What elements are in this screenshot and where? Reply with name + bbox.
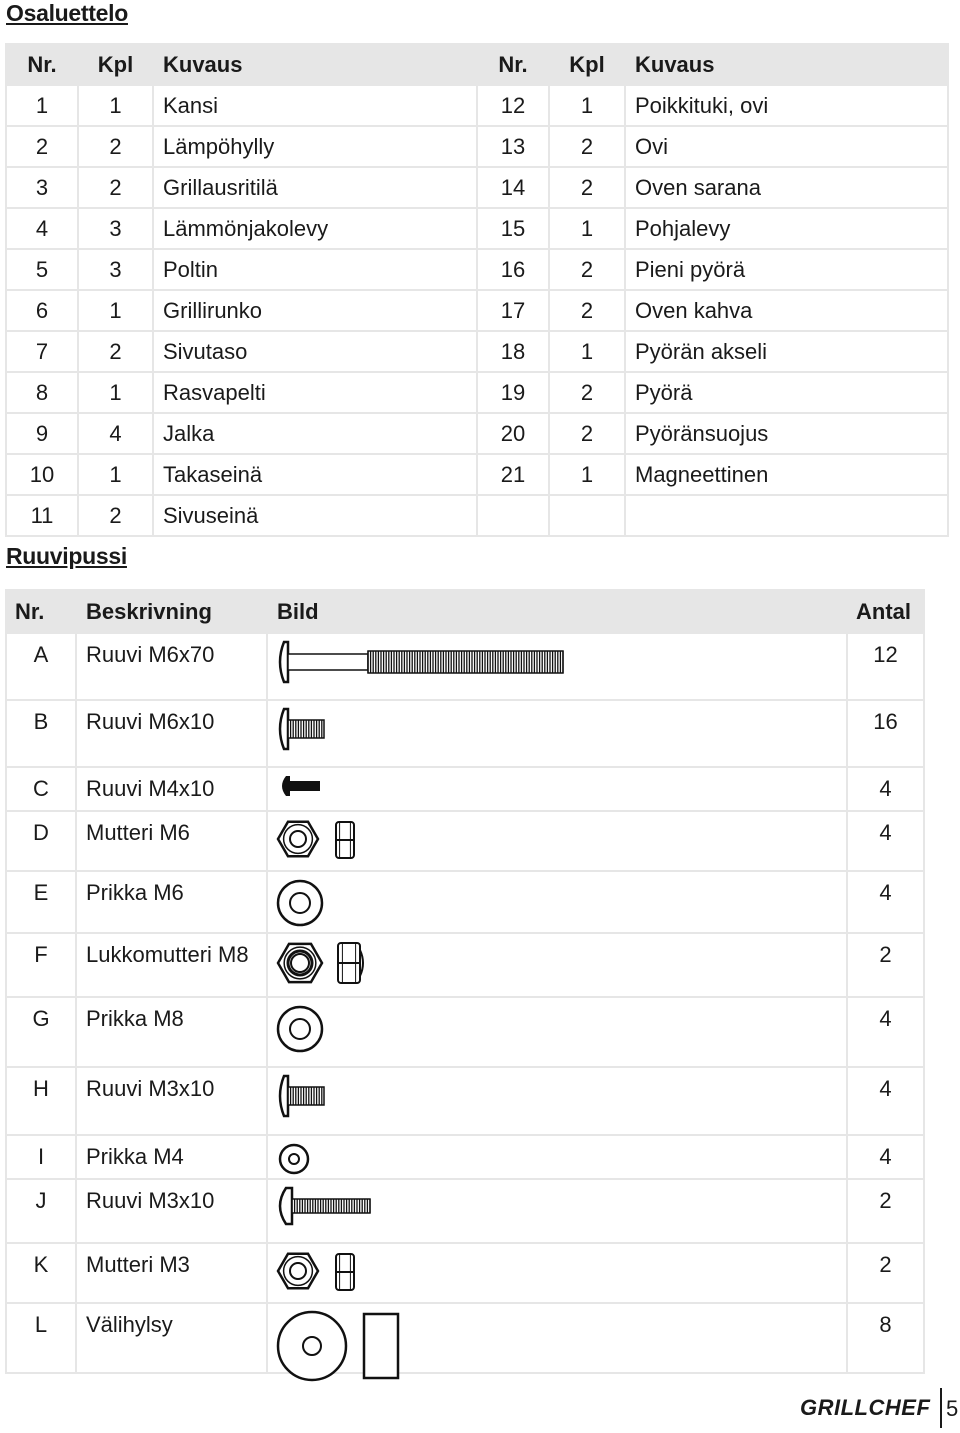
part-qty: 1: [78, 454, 153, 495]
part-qty: [549, 495, 625, 536]
part-desc: Ovi: [625, 126, 948, 167]
part-desc: Oven kahva: [625, 290, 948, 331]
hardware-desc: Ruuvi M4x10: [76, 767, 267, 811]
part-desc: Lämmönjakolevy: [153, 208, 477, 249]
hardware-qty: 4: [847, 811, 924, 871]
part-desc: Rasvapelti: [153, 372, 477, 413]
hardware-desc: Mutteri M6: [76, 811, 267, 871]
part-qty: 2: [78, 126, 153, 167]
part-desc: Pyöränsuojus: [625, 413, 948, 454]
part-qty: 2: [78, 331, 153, 372]
hardware-desc: Ruuvi M6x10: [76, 700, 267, 767]
header-bild: Bild: [267, 590, 847, 633]
header-beskrivning: Beskrivning: [76, 590, 267, 633]
part-qty: 3: [78, 208, 153, 249]
hardware-image: [267, 1179, 847, 1243]
part-nr: 15: [477, 208, 549, 249]
hardware-qty: 12: [847, 633, 924, 700]
hardware-desc: Lukkomutteri M8: [76, 933, 267, 997]
part-desc: Takaseinä: [153, 454, 477, 495]
hardware-desc: Prikka M6: [76, 871, 267, 933]
table-row: [6, 495, 948, 536]
hardware-bag-title: Ruuvipussi: [6, 543, 127, 569]
hardware-nr: K: [6, 1243, 76, 1303]
part-qty: 1: [78, 290, 153, 331]
hardware-image: [267, 997, 847, 1067]
header-kuvaus: Kuvaus: [153, 44, 477, 85]
part-qty: 2: [78, 495, 153, 536]
part-nr: 9: [6, 413, 78, 454]
header-kuvaus: Kuvaus: [625, 44, 948, 85]
hardware-header-row: [6, 590, 924, 633]
part-nr: 11: [6, 495, 78, 536]
hardware-image: [267, 1303, 847, 1373]
table-row: [6, 1243, 924, 1303]
hardware-qty: 4: [847, 1067, 924, 1135]
hardware-image: [267, 700, 847, 767]
hardware-nr: C: [6, 767, 76, 811]
part-nr: 21: [477, 454, 549, 495]
part-nr: 20: [477, 413, 549, 454]
hardware-qty: 4: [847, 871, 924, 933]
table-row: [6, 331, 948, 372]
table-row: [6, 208, 948, 249]
table-row: [6, 997, 924, 1067]
part-qty: 1: [549, 331, 625, 372]
part-nr: 16: [477, 249, 549, 290]
hardware-qty: 2: [847, 1243, 924, 1303]
part-qty: 1: [78, 372, 153, 413]
table-row: [6, 290, 948, 331]
table-row: [6, 871, 924, 933]
hardware-nr: F: [6, 933, 76, 997]
parts-list-table: [5, 43, 949, 537]
part-desc: Lämpöhylly: [153, 126, 477, 167]
hardware-desc: Ruuvi M6x70: [76, 633, 267, 700]
hardware-image: [267, 811, 847, 871]
hardware-desc: Ruuvi M3x10: [76, 1067, 267, 1135]
hardware-image: [267, 1243, 847, 1303]
part-qty: 2: [78, 167, 153, 208]
part-nr: 19: [477, 372, 549, 413]
hardware-desc: Prikka M4: [76, 1135, 267, 1179]
part-qty: 1: [549, 85, 625, 126]
part-qty: 2: [549, 249, 625, 290]
part-nr: 18: [477, 331, 549, 372]
part-desc: Magneettinen: [625, 454, 948, 495]
hardware-desc: Välihylsy: [76, 1303, 267, 1373]
hardware-qty: 16: [847, 700, 924, 767]
part-desc: Pohjalevy: [625, 208, 948, 249]
brand-logo: GRILLCHEF: [800, 1395, 931, 1420]
hardware-qty: 2: [847, 1179, 924, 1243]
table-row: [6, 1135, 924, 1179]
part-nr: 5: [6, 249, 78, 290]
part-qty: 4: [78, 413, 153, 454]
hardware-qty: 4: [847, 997, 924, 1067]
part-desc: Kansi: [153, 85, 477, 126]
table-row: [6, 811, 924, 871]
page-number: 5: [946, 1396, 959, 1421]
part-nr: 8: [6, 372, 78, 413]
part-nr: 12: [477, 85, 549, 126]
header-antal: Antal: [847, 590, 924, 633]
table-row: [6, 454, 948, 495]
table-row: [6, 700, 924, 767]
parts-header-row: [6, 44, 948, 85]
hardware-image: [267, 633, 847, 700]
hardware-nr: H: [6, 1067, 76, 1135]
table-row: [6, 85, 948, 126]
table-row: [6, 633, 924, 700]
hardware-nr: D: [6, 811, 76, 871]
part-qty: 1: [549, 454, 625, 495]
part-desc: Pyörän akseli: [625, 331, 948, 372]
part-nr: 3: [6, 167, 78, 208]
part-nr: 1: [6, 85, 78, 126]
part-desc: [625, 495, 948, 536]
hardware-nr: J: [6, 1179, 76, 1243]
part-desc: Grillirunko: [153, 290, 477, 331]
hardware-table: [5, 589, 925, 1374]
part-desc: Jalka: [153, 413, 477, 454]
table-row: [6, 372, 948, 413]
part-qty: 3: [78, 249, 153, 290]
hardware-nr: E: [6, 871, 76, 933]
part-nr: 13: [477, 126, 549, 167]
table-row: [6, 249, 948, 290]
part-nr: 7: [6, 331, 78, 372]
part-desc: Poltin: [153, 249, 477, 290]
part-desc: Poikkituki, ovi: [625, 85, 948, 126]
hardware-image: [267, 1135, 847, 1179]
header-kpl: Kpl: [78, 44, 153, 85]
hardware-nr: I: [6, 1135, 76, 1179]
hardware-qty: 2: [847, 933, 924, 997]
part-nr: 2: [6, 126, 78, 167]
hardware-qty: 8: [847, 1303, 924, 1373]
parts-list-title: Osaluettelo: [6, 0, 128, 26]
part-desc: Oven sarana: [625, 167, 948, 208]
part-qty: 2: [549, 372, 625, 413]
table-row: [6, 413, 948, 454]
hardware-nr: B: [6, 700, 76, 767]
hardware-desc: Ruuvi M3x10: [76, 1179, 267, 1243]
hardware-qty: 4: [847, 767, 924, 811]
header-kpl: Kpl: [549, 44, 625, 85]
part-desc: Grillausritilä: [153, 167, 477, 208]
header-nr: Nr.: [6, 44, 78, 85]
part-nr: 14: [477, 167, 549, 208]
hardware-nr: L: [6, 1303, 76, 1373]
part-nr: 10: [6, 454, 78, 495]
part-qty: 2: [549, 167, 625, 208]
part-desc: Pieni pyörä: [625, 249, 948, 290]
part-desc: Pyörä: [625, 372, 948, 413]
hardware-desc: Prikka M8: [76, 997, 267, 1067]
part-qty: 1: [78, 85, 153, 126]
part-desc: Sivuseinä: [153, 495, 477, 536]
part-qty: 2: [549, 126, 625, 167]
table-row: [6, 126, 948, 167]
hardware-desc: Mutteri M3: [76, 1243, 267, 1303]
part-qty: 2: [549, 290, 625, 331]
table-row: [6, 767, 924, 811]
part-qty: 1: [549, 208, 625, 249]
hardware-image: [267, 933, 847, 997]
header-nr: Nr.: [477, 44, 549, 85]
table-row: [6, 933, 924, 997]
hardware-qty: 4: [847, 1135, 924, 1179]
table-row: [6, 167, 948, 208]
table-row: [6, 1067, 924, 1135]
hardware-image: [267, 1067, 847, 1135]
footer-divider: [940, 1388, 942, 1428]
hardware-image: [267, 871, 847, 933]
part-nr: 17: [477, 290, 549, 331]
part-nr: 4: [6, 208, 78, 249]
hardware-image: [267, 767, 847, 811]
hardware-nr: A: [6, 633, 76, 700]
table-row: [6, 1303, 924, 1373]
part-desc: Sivutaso: [153, 331, 477, 372]
part-nr: [477, 495, 549, 536]
hardware-nr: G: [6, 997, 76, 1067]
header-nr: Nr.: [6, 590, 76, 633]
part-nr: 6: [6, 290, 78, 331]
table-row: [6, 1179, 924, 1243]
part-qty: 2: [549, 413, 625, 454]
